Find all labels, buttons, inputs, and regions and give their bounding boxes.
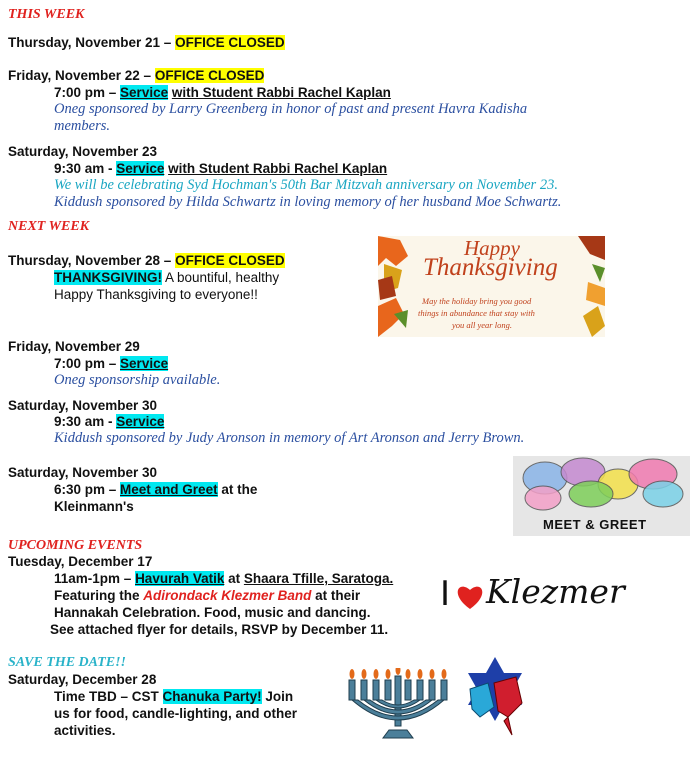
meet-greet-link[interactable]: Meet and Greet bbox=[120, 482, 218, 497]
section-heading-this-week: THIS WEEK bbox=[8, 7, 85, 22]
thanks-msg-2: things in abundance that stay with bbox=[418, 308, 535, 318]
date-label: Thursday, November 21 – bbox=[8, 35, 172, 50]
service-time: 7:00 pm – bbox=[54, 85, 117, 100]
celebration-line: Hannakah Celebration. Food, music and dancing. bbox=[54, 605, 371, 620]
service-rabbi: with Student Rabbi Rachel Kaplan bbox=[171, 85, 391, 100]
thanks-msg-3: you all year long. bbox=[452, 320, 512, 330]
next-week-saturday: Saturday, November 30 bbox=[8, 398, 158, 413]
thanksgiving-card-image bbox=[378, 236, 605, 337]
service-time: 7:00 pm – bbox=[54, 356, 117, 371]
this-week-friday bbox=[8, 68, 264, 83]
saturday-service-line bbox=[54, 161, 387, 176]
next-week-friday: Friday, November 29 bbox=[8, 339, 140, 354]
oneg-availability-note: Oneg sponsorship available. bbox=[54, 372, 221, 388]
this-week-saturday: Saturday, November 23 bbox=[8, 144, 158, 159]
kiddush-note: Kiddush sponsored by Judy Aronson in memory of Art Aronson and Jerry Brown. bbox=[54, 430, 525, 446]
event-time: 11am-1pm – bbox=[54, 571, 132, 586]
section-heading-save-date: SAVE THE DATE!! bbox=[8, 655, 127, 670]
next-saturday-service-line bbox=[54, 414, 164, 429]
meet-greet-place: Kleinmann's bbox=[54, 499, 134, 514]
section-heading-next-week: NEXT WEEK bbox=[8, 219, 90, 234]
upcoming-date: Tuesday, December 17 bbox=[8, 554, 153, 569]
dreidel-star-icon bbox=[460, 655, 530, 740]
band-name: Adirondack Klezmer Band bbox=[143, 588, 312, 603]
at-their-label: at their bbox=[315, 588, 361, 603]
service-rabbi: with Student Rabbi Rachel Kaplan bbox=[168, 161, 388, 176]
friday-oneg-note: Oneg sponsored by Larry Greenberg in honor of past and present Havra Kadisha bbox=[54, 101, 528, 117]
thanksgiving-line bbox=[54, 270, 279, 285]
event-at: at bbox=[228, 571, 241, 586]
thanksgiving-text-cont: Happy Thanksgiving to everyone!! bbox=[54, 287, 258, 302]
friday-oneg-note-cont: members. bbox=[54, 118, 110, 134]
kiddush-note: Kiddush sponsored by Hilda Schwartz in loving memory of her husband Moe Schwartz. bbox=[54, 194, 562, 210]
next-week-saturday-evening: Saturday, November 30 bbox=[8, 465, 158, 480]
chanuka-line bbox=[54, 689, 293, 704]
section-heading-upcoming: UPCOMING EVENTS bbox=[8, 538, 143, 553]
this-week-thursday bbox=[8, 35, 285, 50]
chanuka-line-2: us for food, candle-lighting, and other bbox=[54, 706, 297, 721]
thanksgiving-text: A bountiful, healthy bbox=[162, 270, 280, 285]
thanks-title-2: Thanksgiving bbox=[423, 254, 558, 281]
friday-service-line bbox=[54, 85, 391, 100]
office-closed-badge: OFFICE CLOSED bbox=[154, 68, 265, 83]
menorah-icon bbox=[345, 668, 450, 743]
meet-greet-label: MEET & GREET bbox=[543, 517, 647, 532]
havurah-line bbox=[54, 571, 393, 586]
rsvp-line: See attached flyer for details, RSVP by December 11. bbox=[50, 622, 389, 637]
service-time: 9:30 am - bbox=[54, 161, 113, 176]
date-label: Thursday, November 28 – bbox=[8, 253, 172, 268]
featuring-label: Featuring the bbox=[54, 588, 140, 603]
featuring-line bbox=[54, 588, 360, 603]
thanks-msg-1: May the holiday bring you good bbox=[422, 296, 532, 306]
chanuka-party-badge: Chanuka Party! bbox=[162, 689, 262, 704]
service-time: 9:30 am - bbox=[54, 414, 113, 429]
klezmer-i: I bbox=[440, 574, 451, 614]
chanuka-line-3: activities. bbox=[54, 723, 116, 738]
next-week-thursday bbox=[8, 253, 285, 268]
event-at: at the bbox=[221, 482, 258, 497]
meet-greet-image bbox=[513, 456, 690, 536]
join-text: Join bbox=[261, 689, 294, 704]
office-closed-badge: OFFICE CLOSED bbox=[175, 35, 285, 50]
service-link[interactable]: Service bbox=[116, 414, 165, 429]
bar-mitzvah-note: We will be celebrating Syd Hochman's 50th Bar Mitzvah anniversary on November 23. bbox=[54, 177, 558, 193]
service-link[interactable]: Service bbox=[120, 85, 169, 100]
event-time: 6:30 pm – bbox=[54, 482, 117, 497]
date-label: Friday, November 22 – bbox=[8, 68, 152, 83]
heart-icon bbox=[455, 582, 485, 612]
office-closed-badge: OFFICE CLOSED bbox=[175, 253, 285, 268]
venue-link[interactable]: Shaara Tfille, Saratoga. bbox=[243, 571, 394, 586]
thanksgiving-badge: THANKSGIVING! bbox=[54, 270, 162, 285]
klezmer-word: Klezmer bbox=[486, 572, 625, 611]
service-link[interactable]: Service bbox=[120, 356, 169, 371]
event-time: Time TBD – CST bbox=[54, 689, 159, 704]
next-friday-service-line bbox=[54, 356, 168, 371]
havurah-link[interactable]: Havurah Vatik bbox=[135, 571, 225, 586]
save-date-date: Saturday, December 28 bbox=[8, 672, 157, 687]
klezmer-logo bbox=[436, 570, 625, 620]
meet-greet-line bbox=[54, 482, 257, 497]
thanks-title-1: Happy bbox=[464, 236, 520, 260]
service-link[interactable]: Service bbox=[116, 161, 165, 176]
